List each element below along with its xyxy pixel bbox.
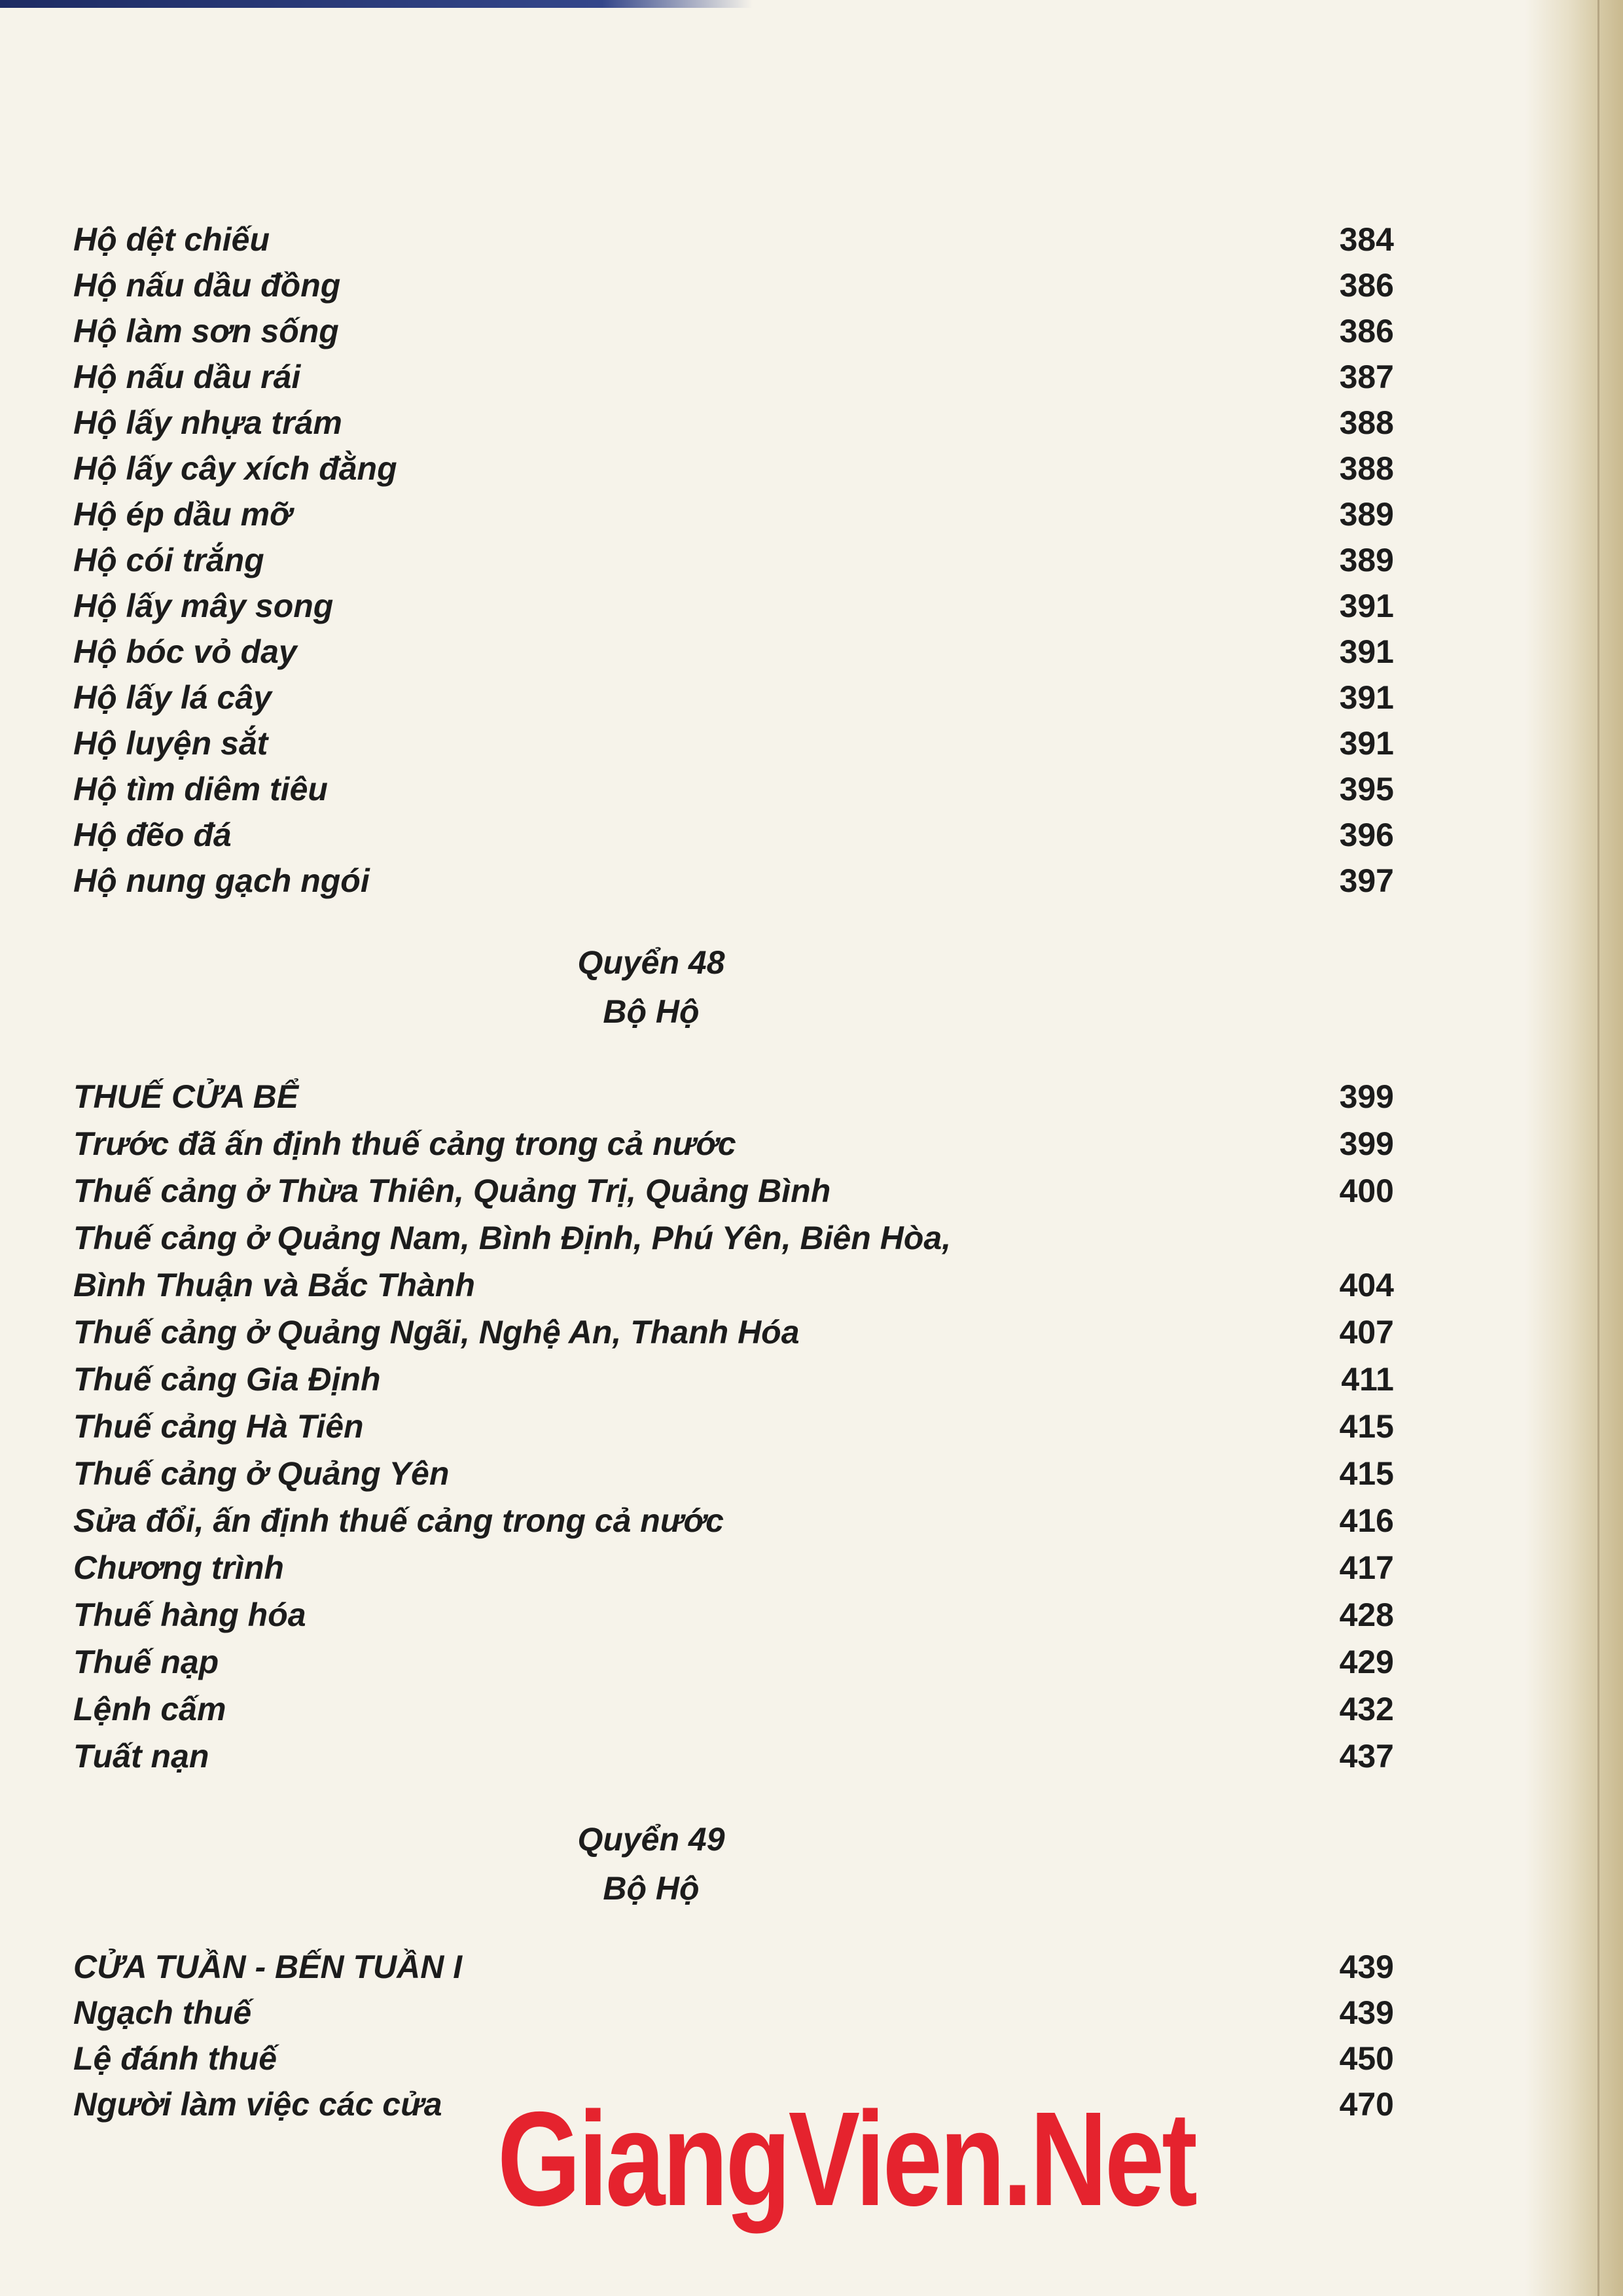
toc-entry-title: Hộ nung gạch ngói xyxy=(73,862,370,899)
toc-entry xyxy=(0,1591,1623,1638)
toc-entry xyxy=(0,1120,1623,1167)
toc-entry-title: Thuế nạp xyxy=(73,1644,219,1680)
toc-entry-page: 388 xyxy=(1339,404,1394,441)
toc-entry-title: Lệnh cấm xyxy=(73,1691,226,1727)
toc-entry-title: Hộ lấy lá cây xyxy=(73,679,272,716)
toc-entry-title: Thuế cảng ở Quảng Yên xyxy=(73,1455,450,1492)
toc-entry-title: Hộ cói trắng xyxy=(73,542,264,578)
toc-entry-page: 415 xyxy=(1339,1408,1394,1445)
toc-entry-page: 428 xyxy=(1339,1597,1394,1633)
toc-entry xyxy=(0,399,1623,446)
toc-entry-title: Hộ luyện sắt xyxy=(73,725,268,762)
department-heading: Bộ Hộ xyxy=(603,1870,700,1907)
toc-entry-title: Thuế cảng Gia Định xyxy=(73,1361,381,1398)
toc-entry-title: THUẾ CỬA BỂ xyxy=(73,1078,299,1115)
toc-entry-page: 391 xyxy=(1339,633,1394,670)
toc-entry-page: 391 xyxy=(1339,679,1394,716)
toc-entry-page: 389 xyxy=(1339,542,1394,578)
toc-entry-title: Bình Thuận và Bắc Thành xyxy=(73,1267,475,1303)
volume-heading: Quyển 48 xyxy=(577,944,725,981)
toc-entry-page: 391 xyxy=(1339,588,1394,624)
toc-entry-title: Hộ lấy nhựa trám xyxy=(73,404,342,441)
toc-entry xyxy=(0,537,1623,584)
toc-entry-title: Hộ lấy cây xích đằng xyxy=(73,450,397,487)
top-edge-bar xyxy=(0,0,753,8)
toc-entry-page: 470 xyxy=(1339,2086,1394,2123)
toc-entry-title: Ngạch thuế xyxy=(73,1994,252,2031)
toc-entry-title: Sửa đổi, ấn định thuế cảng trong cả nước xyxy=(73,1502,724,1539)
toc-entry-page: 437 xyxy=(1339,1738,1394,1775)
toc-entry xyxy=(0,857,1623,904)
toc-entry-title: Hộ bóc vỏ day xyxy=(73,633,297,670)
toc-entry xyxy=(0,1309,1623,1356)
toc-entry xyxy=(0,491,1623,538)
toc-entry-page: 389 xyxy=(1339,496,1394,533)
toc-entry-title: CỬA TUẦN - BẾN TUẦN I xyxy=(73,1949,463,1985)
toc-entry-title: Hộ ép dầu mỡ xyxy=(73,496,292,533)
toc-entry-page: 411 xyxy=(1341,1361,1394,1398)
toc-entry xyxy=(0,1262,1623,1309)
toc-entry xyxy=(0,1167,1623,1214)
toc-entry xyxy=(0,1497,1623,1544)
toc-entry xyxy=(0,1733,1623,1780)
toc-entry xyxy=(0,628,1623,675)
toc-entry-page: 396 xyxy=(1339,817,1394,853)
toc-entry xyxy=(0,674,1623,721)
toc-entry-page: 397 xyxy=(1339,862,1394,899)
toc-entry xyxy=(0,1686,1623,1733)
toc-entry-title: Thuế cảng ở Thừa Thiên, Quảng Trị, Quảng Bình xyxy=(73,1173,831,1209)
toc-entry-page: 399 xyxy=(1339,1078,1394,1115)
toc-entry-title: Hộ dệt chiếu xyxy=(73,221,270,258)
watermark-text: GiangVien.Net xyxy=(497,2084,1195,2234)
toc-entry-page: 386 xyxy=(1339,267,1394,304)
toc-entry xyxy=(0,1450,1623,1497)
department-heading: Bộ Hộ xyxy=(603,993,700,1030)
toc-entry-title: Thuế cảng ở Quảng Ngãi, Nghệ An, Thanh Hóa xyxy=(73,1314,800,1351)
toc-chapter-entry xyxy=(0,1943,1623,1990)
toc-entry-page: 417 xyxy=(1339,1549,1394,1586)
toc-entry-title: Thuế cảng ở Quảng Nam, Bình Định, Phú Yên, Biên Hòa, xyxy=(73,1220,952,1256)
toc-entry-page: 404 xyxy=(1339,1267,1394,1303)
toc-entry xyxy=(0,582,1623,629)
toc-entry-page: 429 xyxy=(1339,1644,1394,1680)
toc-entry xyxy=(0,766,1623,813)
toc-entry-title: Hộ lấy mây song xyxy=(73,588,334,624)
toc-entry-page: 391 xyxy=(1339,725,1394,762)
toc-entry-page: 415 xyxy=(1339,1455,1394,1492)
toc-chapter-entry xyxy=(0,1073,1623,1120)
toc-entry xyxy=(0,811,1623,858)
toc-entry-title: Chương trình xyxy=(73,1549,284,1586)
toc-entry xyxy=(0,1638,1623,1686)
toc-entry xyxy=(0,308,1623,355)
toc-entry xyxy=(0,353,1623,400)
toc-entry-page: 388 xyxy=(1339,450,1394,487)
toc-entry-title: Thuế hàng hóa xyxy=(73,1597,306,1633)
toc-entry-title: Hộ nấu dầu rái xyxy=(73,359,301,395)
toc-entry-title: Thuế cảng Hà Tiên xyxy=(73,1408,364,1445)
toc-entry-title: Tuất nạn xyxy=(73,1738,209,1775)
toc-entry-page: 439 xyxy=(1339,1994,1394,2031)
toc-entry-title: Hộ tìm diêm tiêu xyxy=(73,771,328,807)
toc-entry-title: Hộ nấu dầu đồng xyxy=(73,267,341,304)
toc-entry-page: 399 xyxy=(1339,1125,1394,1162)
toc-entry-title: Người làm việc các cửa xyxy=(73,2086,442,2123)
toc-entry xyxy=(0,216,1623,263)
toc-entry-page: 416 xyxy=(1339,1502,1394,1539)
toc-entry-title: Hộ làm sơn sống xyxy=(73,313,339,349)
toc-entry xyxy=(0,1403,1623,1450)
toc-entry xyxy=(0,2035,1623,2082)
toc-entry-page: 407 xyxy=(1339,1314,1394,1351)
toc-entry-page: 450 xyxy=(1339,2040,1394,2077)
toc-entry-page: 400 xyxy=(1339,1173,1394,1209)
toc-entry xyxy=(0,1214,1623,1262)
toc-entry-page: 439 xyxy=(1339,1949,1394,1985)
toc-entry xyxy=(0,1356,1623,1403)
toc-entry-title: Lệ đánh thuế xyxy=(73,2040,277,2077)
toc-entry-page: 432 xyxy=(1339,1691,1394,1727)
toc-entry xyxy=(0,1989,1623,2036)
toc-entry-page: 387 xyxy=(1339,359,1394,395)
toc-entry xyxy=(0,1544,1623,1591)
toc-entry-page: 386 xyxy=(1339,313,1394,349)
toc-entry-title: Hộ đẽo đá xyxy=(73,817,232,853)
volume-heading: Quyển 49 xyxy=(577,1821,725,1858)
toc-entry xyxy=(0,262,1623,309)
toc-entry-page: 395 xyxy=(1339,771,1394,807)
toc-entry xyxy=(0,445,1623,492)
toc-entry-page: 384 xyxy=(1339,221,1394,258)
toc-entry xyxy=(0,720,1623,767)
toc-entry-title: Trước đã ấn định thuế cảng trong cả nước xyxy=(73,1125,736,1162)
